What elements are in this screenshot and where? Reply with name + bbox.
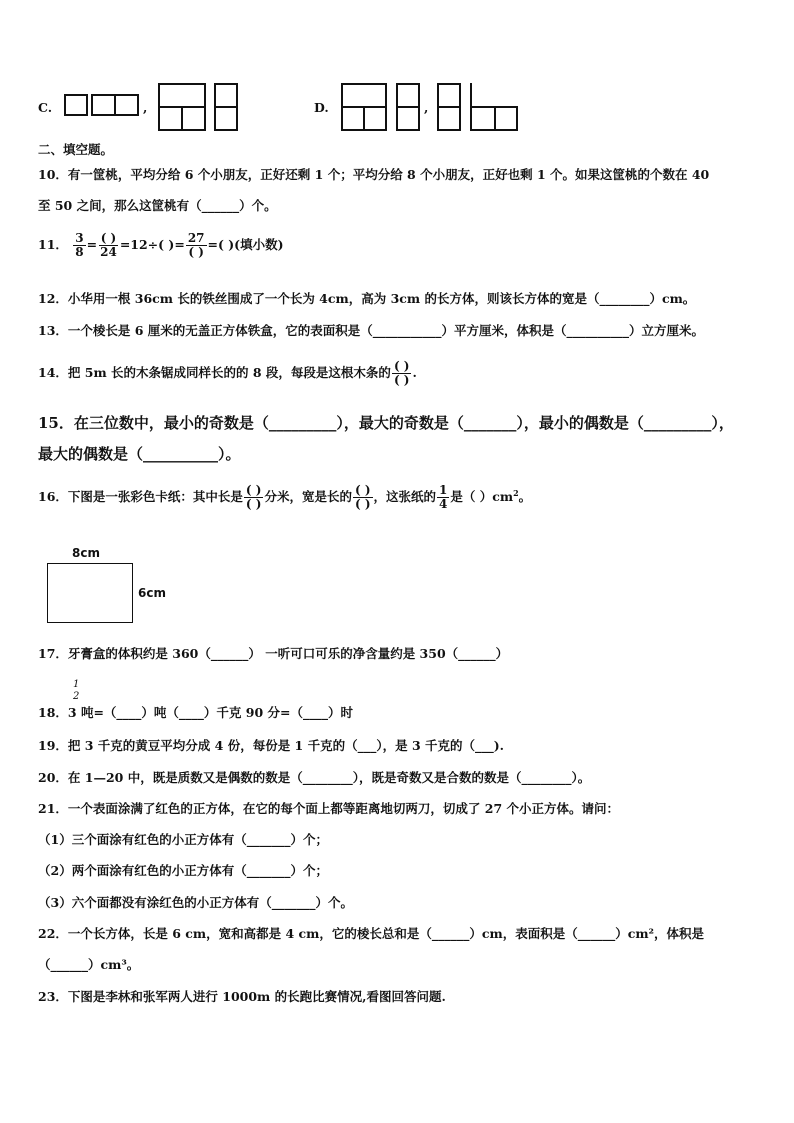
option-c-separator: , (143, 100, 148, 115)
fraction-1-4: $\frac{1}{4}$ (439, 483, 448, 511)
question-21-sub-2: （2）两个面涂有红色的小正方体有（_______）个； (38, 863, 328, 878)
fraction-3-8: $\frac{3}{8}$ (75, 231, 84, 259)
question-11-prefix: 11． (38, 237, 68, 252)
question-15-line-2: 最大的偶数是（__________）。 (38, 445, 241, 463)
q18-frac-bottom: 2 (73, 691, 80, 702)
fraction-width: $\frac{( )}{( )}$ (354, 483, 371, 511)
question-14: 14．把 5m 长的木条锯成同样长的的 8 段，每段是这根木条的 $\frac{( )}{( )}$ . (38, 359, 417, 387)
question-10-line-1: 10．有一筐桃，平均分给 6 个小朋友，正好还剩 1 个；平均分给 8 个小朋友，正好也剩 1 个。如果这筐桃的个数在 40 (38, 167, 710, 182)
question-15-line-1: 15．在三位数中，最小的奇数是（_________），最大的奇数是（_______），最小的偶数是（_________）， (38, 414, 734, 432)
question-16: 16．下图是一张彩色卡纸：其中长是 $\frac{( )}{( )}$ 分米，宽是长的 $\frac{( )}{( )}$ ，这张纸的 $\frac{1}{4}$ 是（ ）$cm^2$。 (38, 483, 532, 511)
question-17: 17．牙膏盒的体积约是 360（______） 一听可口可乐的净含量约是 350（______） (38, 646, 509, 661)
fraction-length: $\frac{( )}{( )}$ (245, 483, 262, 511)
section-title: 二、填空题。 (38, 142, 114, 157)
fraction-27-blank: $\frac{27}{( )}$ (187, 231, 205, 259)
rect-side-label: 6cm (138, 586, 166, 600)
question-12: 12．小华用一根 36cm 长的铁丝围成了一个长为 4cm，高为 3cm 的长方体，则该长方体的宽是（________）cm。 (38, 291, 696, 306)
fraction-blank: $\frac{( )}{( )}$ (393, 359, 410, 387)
question-10-line-2: 至 50 之间，那么这筐桃有（______）个。 (38, 198, 277, 213)
question-11: 11． $\frac{3}{8}$ = $\frac{( )}{24}$ =12÷( )= $\frac{27}{( )}$ =( )(填小数) (38, 231, 284, 259)
question-20: 20．在 1—20 中，既是质数又是偶数的数是（________），既是奇数又是合数的数是（________）。 (38, 770, 591, 785)
question-18: 18．3 吨=（____）吨（____）千克 90 分=（____）时 (38, 705, 353, 720)
question-22-line-2: （______）cm³。 (38, 957, 140, 972)
option-d-separator: , (424, 100, 429, 115)
question-21-sub-3: （3）六个面都没有涂红色的小正方体有（_______）个。 (38, 895, 353, 910)
option-d-label: D. (314, 100, 329, 115)
question-22-line-1: 22．一个长方体，长是 6 cm，宽和高都是 4 cm，它的棱长总和是（______）cm，表面积是（______）cm²，体积是 (38, 926, 705, 941)
q18-frac-top: 1 (73, 679, 80, 690)
question-21-sub-1: （1）三个面涂有红色的小正方体有（_______）个； (38, 832, 328, 847)
rect-top-label: 8cm (72, 546, 100, 560)
question-21-stem: 21．一个表面涂满了红色的正方体，在它的每个面上都等距离地切两刀，切成了 27 个小正方体。请问： (38, 801, 619, 816)
question-19: 19．把 3 千克的黄豆平均分成 4 份，每份是 1 千克的（___），是 3 千克的（___). (38, 738, 505, 753)
question-23: 23．下图是李林和张军两人进行 1000m 的长跑比赛情况,看图回答问题. (38, 989, 446, 1004)
cardstock-rectangle (47, 563, 133, 623)
question-13: 13．一个棱长是 6 厘米的无盖正方体铁盒，它的表面积是（___________）平方厘米，体积是（__________）立方厘米。 (38, 323, 705, 338)
fraction-blank-24: $\frac{( )}{24}$ (100, 231, 117, 259)
option-c-label: C. (38, 100, 53, 115)
